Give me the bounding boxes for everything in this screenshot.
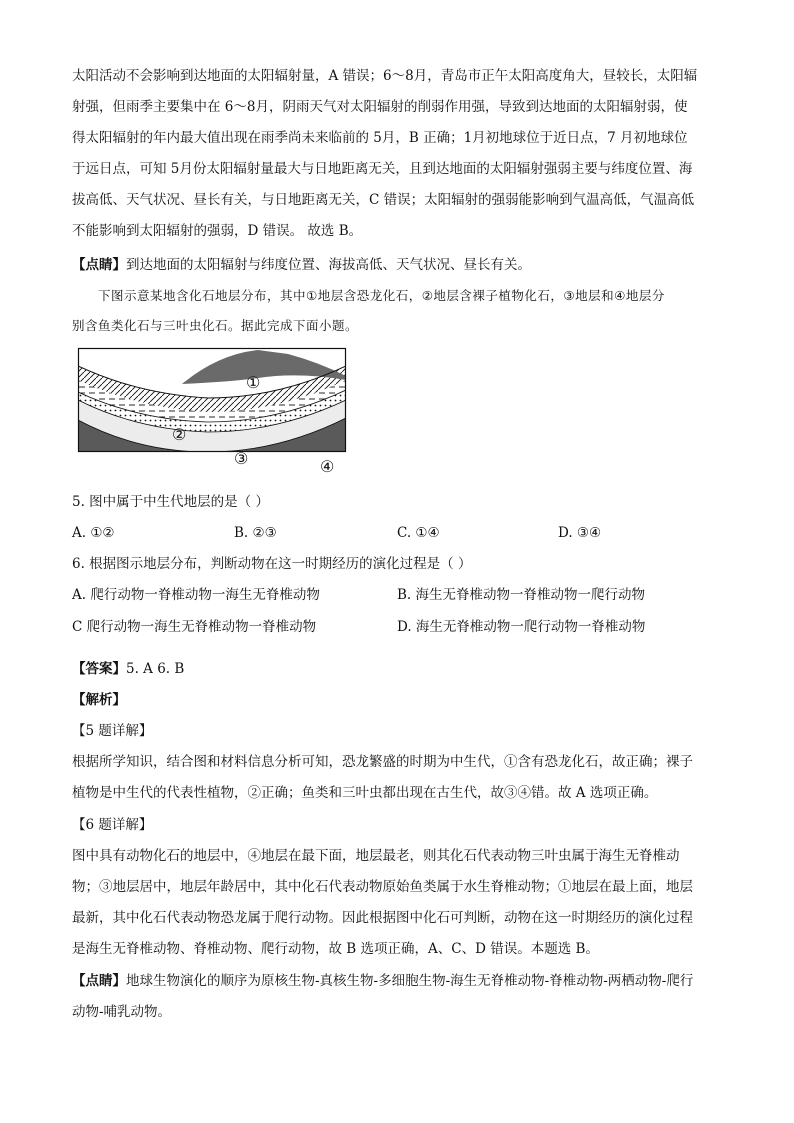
text-line: 图中具有动物化石的地层中，④地层在最下面，地层最老，则其化石代表动物三叶虫属于海生无脊椎动 (72, 848, 680, 864)
answer-line (72, 654, 722, 685)
explanation-paragraph (72, 61, 722, 247)
question-6-options-row2 (72, 612, 722, 643)
option-a[interactable]: A. 爬行动物一脊椎动物一海生无脊椎动物 (72, 587, 320, 603)
detail-6-body (72, 841, 722, 965)
detail-6-heading (72, 810, 722, 841)
question-6-stem (72, 549, 722, 580)
text-line: 太阳活动不会影响到达地面的太阳辐射量，A 错误；6～8月，青岛市正午太阳高度角大，昼较长，太阳辐 (72, 68, 698, 84)
option-d[interactable]: D. 海生无脊椎动物一爬行动物一脊椎动物 (397, 619, 646, 635)
label-layer-3: ③ (234, 449, 249, 468)
intro-line: 别含鱼类化石与三叶虫化石。据此完成下面小题。 (72, 318, 359, 333)
strata-diagram (78, 348, 346, 476)
question-5-options (72, 518, 722, 549)
text-line: 最新，其中化石代表动物恐龙属于爬行动物。因此根据图中化石可判断，动物在这一时期经历的演化过程 (72, 910, 693, 926)
text-line: 不能影响到太阳辐射的强弱，D 错误。 故选 B。 (72, 223, 363, 239)
text-line: 射强，但雨季主要集中在 6～8月，阴雨天气对太阳辐射的削弱作用强，导致到达地面的太阳辐射弱，使 (72, 99, 688, 115)
text-line: 动物-哺乳动物。 (72, 1004, 172, 1020)
text-line: 地球生物演化的顺序为原核生物-真核生物-多细胞生物-海生无脊椎动物-脊椎动物-两栖动物-爬行 (126, 973, 694, 989)
question-text: 5. 图中属于中生代地层的是（ ） (72, 494, 269, 510)
text-line: 得太阳辐射的年内最大值出现在雨季尚未来临前的 5月，B 正确；1月初地球位于近日点，7 月初地球位 (72, 130, 688, 146)
text-line: 于远日点，可知 5月份太阳辐射量最大与日地距离无关，且到达地面的太阳辐射强弱主要与纬度位置、海 (72, 161, 693, 177)
tip-paragraph-2 (72, 966, 722, 1028)
text-line: 拔高低、天气状况、昼长有关，与日地距离无关，C 错误；太阳辐射的强弱能影响到气温高低，气温高低 (72, 192, 695, 208)
question-text: 6. 根据图示地层分布，判断动物在这一时期经历的演化过程是（ ） (72, 556, 472, 572)
analysis-tag: 【解析】 (72, 692, 126, 708)
intro-line: 下图示意某地含化石地层分布，其中①地层含恐龙化石，②地层含裸子植物化石，③地层和④地层分 (98, 288, 665, 303)
answer-text: 5. A 6. B (126, 661, 185, 677)
detail-5-body (72, 747, 722, 809)
tip-text: 到达地面的太阳辐射与纬度位置、海拔高低、天气状况、昼长有关。 (126, 257, 531, 273)
detail-5-heading (72, 716, 722, 747)
option-a[interactable]: A. ①② (72, 525, 115, 541)
label-layer-1: ① (246, 373, 261, 392)
option-c[interactable]: C 爬行动物一海生无脊椎动物一脊椎动物 (72, 619, 317, 635)
label-layer-2: ② (172, 425, 187, 444)
tip-tag: 【点睛】 (72, 973, 126, 989)
detail-title: 【6 题详解】 (72, 817, 153, 833)
question-6-options-row1 (72, 580, 722, 611)
option-b[interactable]: B. 海生无脊椎动物一脊椎动物一爬行动物 (397, 587, 646, 603)
strata-figure (78, 348, 346, 476)
text-line: 物；③地层居中，地层年龄居中，其中化石代表动物原始鱼类属于水生脊椎动物；①地层在最上面，地层 (72, 879, 693, 895)
option-c[interactable]: C. ①④ (397, 525, 440, 541)
text-line: 根据所学知识，结合图和材料信息分析可知，恐龙繁盛的时期为中生代，①含有恐龙化石，故正确；裸子 (72, 754, 693, 770)
question-intro (72, 281, 722, 341)
text-line: 是海生无脊椎动物、脊椎动物、爬行动物，故 B 选项正确，A、C、D 错误。本题选 B。 (72, 941, 599, 957)
option-b[interactable]: B. ②③ (234, 525, 277, 541)
tip-tag: 【点睛】 (72, 257, 126, 273)
tip-paragraph (72, 250, 722, 281)
option-d[interactable]: D. ③④ (558, 525, 602, 541)
question-5-stem (72, 487, 722, 518)
analysis-heading (72, 685, 722, 716)
text-line: 植物是中生代的代表性植物，②正确；鱼类和三叶虫都出现在古生代，故③④错。故 A 选项正确。 (72, 785, 658, 801)
label-layer-4: ④ (320, 457, 335, 476)
detail-title: 【5 题详解】 (72, 723, 153, 739)
answer-tag: 【答案】 (72, 661, 126, 677)
